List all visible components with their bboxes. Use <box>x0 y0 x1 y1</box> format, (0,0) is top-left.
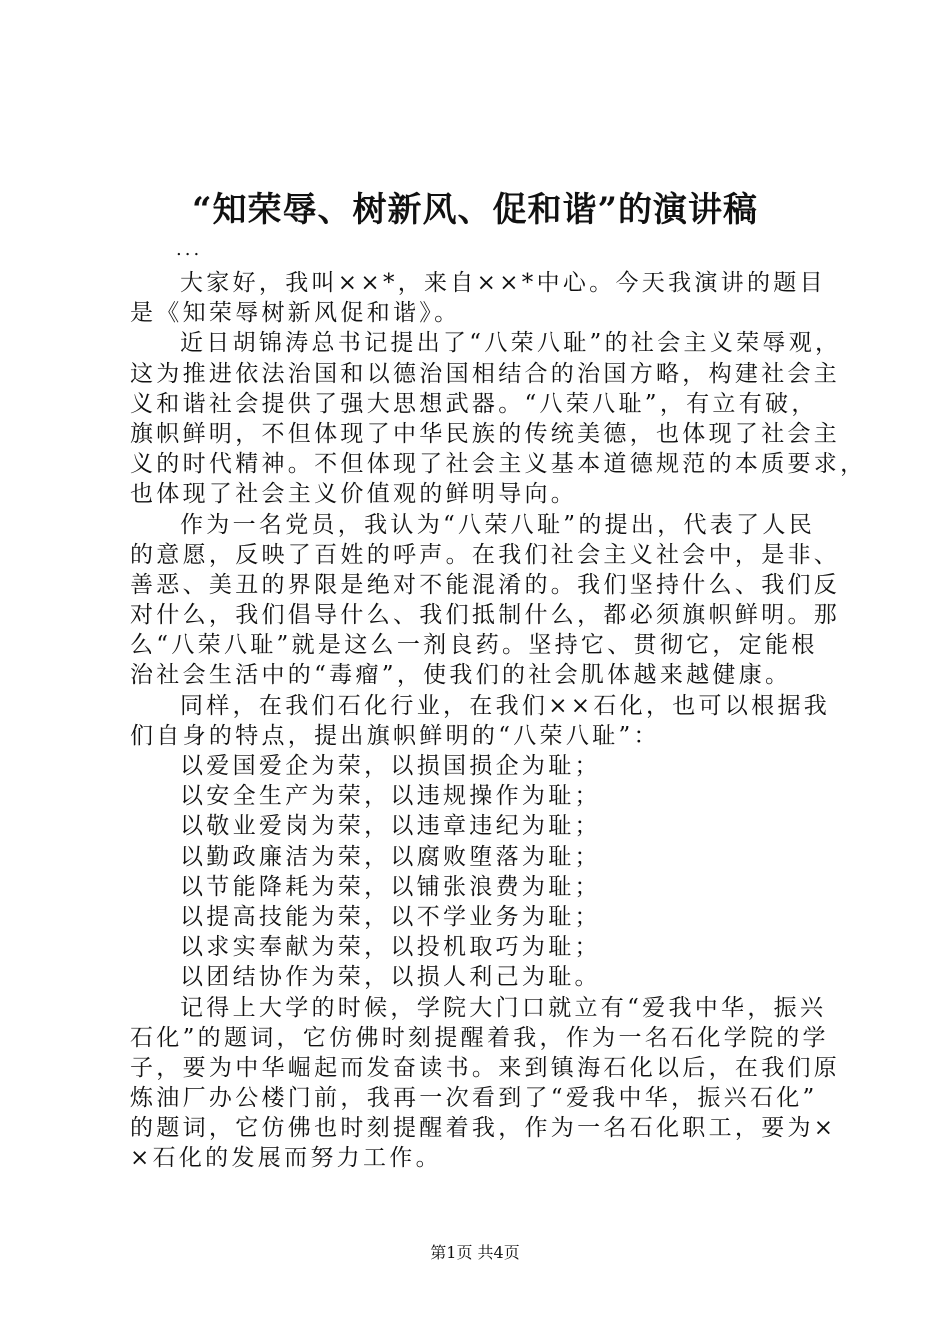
text-line: 么“八荣八耻”就是这么一剂良药。坚持它、贯彻它，定能根 <box>130 632 818 659</box>
text-line: 的意愿，反映了百姓的呼声。在我们社会主义社会中，是非、 <box>130 541 841 568</box>
list-item: 以敬业爱岗为荣，以违章违纪为耻； <box>180 813 601 840</box>
text-line: 也体现了社会主义价值观的鲜明导向。 <box>130 481 578 508</box>
list-item: 以团结协作为荣，以损人利己为耻。 <box>180 964 601 991</box>
text-line: 们自身的特点，提出旗帜鲜明的“八荣八耻”： <box>130 722 660 749</box>
text-line: 子，要为中华崛起而发奋读书。来到镇海石化以后，在我们原 <box>130 1054 841 1081</box>
page-footer: 第1页 共4页 <box>430 1243 520 1262</box>
text-line: 大家好，我叫××*，来自××*中心。今天我演讲的题目 <box>180 270 826 296</box>
text-line: 这为推进依法治国和以德治国相结合的治国方略，构建社会主 <box>130 360 841 387</box>
text-line: 同样，在我们石化行业，在我们××石化，也可以根据我 <box>180 692 831 719</box>
text-line: 炼油厂办公楼门前，我再一次看到了“爱我中华，振兴石化” <box>130 1085 818 1112</box>
ellipsis-marker: ... <box>176 239 203 260</box>
text-line: 义和谐社会提供了强大思想武器。“八荣八耻”，有立有破， <box>130 390 818 417</box>
text-line: 治社会生活中的“毒瘤”，使我们的社会肌体越来越健康。 <box>130 662 792 689</box>
list-item: 以勤政廉洁为荣，以腐败堕落为耻； <box>180 843 601 870</box>
text-line: 作为一名党员，我认为“八荣八耻”的提出，代表了人民 <box>180 511 816 538</box>
text-line: 义的时代精神。不但体现了社会主义基本道德规范的本质要求， <box>130 451 867 478</box>
list-item: 以安全生产为荣，以违规操作为耻； <box>180 783 601 810</box>
text-line: 是《知荣辱树新风促和谐》。 <box>130 300 461 327</box>
list-item: 以求实奉献为荣，以投机取巧为耻； <box>180 934 601 961</box>
text-line: ×石化的发展而努力工作。 <box>130 1145 442 1172</box>
text-line: 记得上大学的时候，学院大门口就立有“爱我中华，振兴 <box>180 994 827 1021</box>
document-body <box>130 268 867 1174</box>
list-item: 以节能降耗为荣，以铺张浪费为耻； <box>180 873 601 900</box>
list-item: 以提高技能为荣，以不学业务为耻； <box>180 903 601 930</box>
text-line: 对什么，我们倡导什么、我们抵制什么，都必须旗帜鲜明。那 <box>130 602 841 629</box>
text-line: 善恶、美丑的界限是绝对不能混淆的。我们坚持什么、我们反 <box>130 571 841 598</box>
text-line: 近日胡锦涛总书记提出了“八荣八耻”的社会主义荣辱观， <box>180 330 842 357</box>
document-title: “知荣辱、树新风、促和谐”的演讲稿 <box>191 190 759 230</box>
text-line: 石化”的题词，它仿佛时刻提醒着我，作为一名石化学院的学 <box>130 1024 829 1051</box>
list-item: 以爱国爱企为荣，以损国损企为耻； <box>180 753 601 779</box>
text-line: 的题词，它仿佛也时刻提醒着我，作为一名石化职工，要为× <box>130 1115 837 1142</box>
text-line: 旗帜鲜明，不但体现了中华民族的传统美德，也体现了社会主 <box>130 420 841 447</box>
